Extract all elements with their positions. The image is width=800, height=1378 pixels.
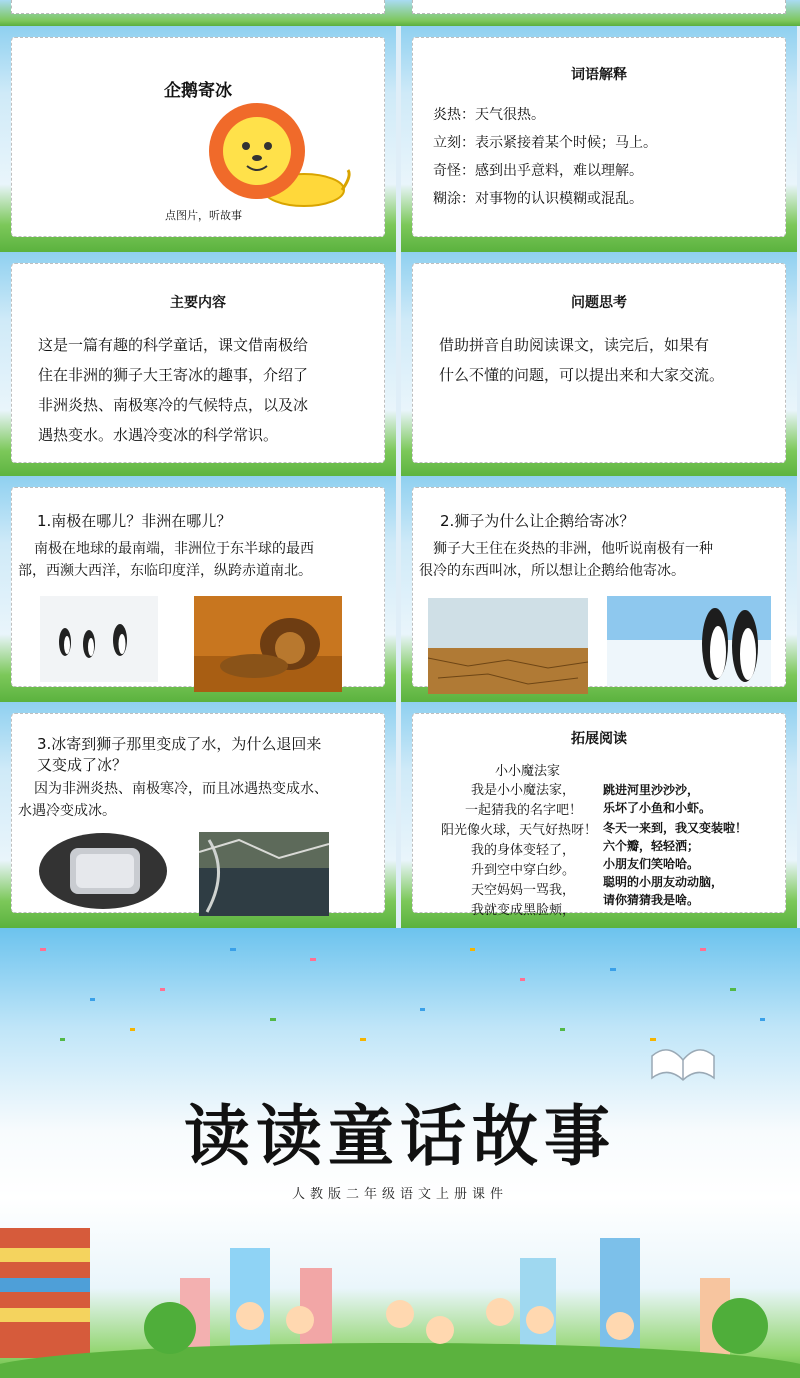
- poem-left-line: 我就变成黑脸颊，: [471, 903, 576, 918]
- poem-left-line: 我是小小魔法家，: [471, 783, 576, 798]
- poem-right-line: 乐坏了小鱼和小虾。: [603, 801, 712, 815]
- poem-right-line: 聪明的小朋友动动脑，: [603, 875, 724, 889]
- q1-question: 1.南极在哪儿？非洲在哪儿？: [37, 512, 232, 530]
- main-card: [11, 263, 385, 463]
- reading-card: [412, 713, 786, 918]
- main-line: 非洲炎热、南极寒冷的气候特点，以及冰: [38, 396, 309, 414]
- story-title: 企鹅寄冰: [164, 81, 232, 101]
- poem-title: 小小魔法家: [495, 764, 561, 779]
- cover-slide: [0, 928, 800, 1378]
- penguins-photo: [40, 596, 158, 682]
- main-line: 这是一篇有趣的科学童话，课文借南极给: [38, 336, 309, 354]
- think-title: 问题思考: [571, 295, 627, 311]
- main-title: 主要内容: [170, 295, 226, 311]
- slide-q2: [401, 476, 797, 702]
- poem-right-line: 冬天一来到，我又变装啦！: [603, 821, 748, 835]
- think-line: 什么不懂的问题，可以提出来和大家交流。: [439, 366, 725, 384]
- cover-title: 读读童话故事: [184, 1097, 616, 1175]
- poem-right-line: 跳进河里沙沙沙，: [603, 783, 700, 797]
- poem-left-line: 阳光像火球，天气好热呀！: [441, 823, 598, 838]
- vocab-card: [412, 37, 786, 237]
- story-card: [11, 37, 385, 237]
- slide-q1: [0, 476, 396, 702]
- slide-vocab: [401, 26, 797, 252]
- cover-subtitle: 人教版二年级语文上册课件: [291, 1187, 508, 1202]
- desert-photo: [428, 598, 588, 694]
- poem-right-line: 请你猜猜我是啥。: [603, 893, 700, 907]
- main-line: 遇热变水。水遇冷变冰的科学常识。: [38, 426, 279, 444]
- lion-photo: [194, 596, 342, 692]
- slide-story: [0, 26, 396, 252]
- poem-right-line: 小朋友们笑哈哈。: [603, 857, 700, 871]
- poem-left-line: 天空妈妈一骂我，: [471, 883, 576, 898]
- slide-main: [0, 252, 396, 478]
- q1-line: 南极在地球的最南端，非洲位于东半球的最西: [34, 541, 314, 557]
- emperor-penguins-photo: [607, 596, 771, 686]
- vocab-line: 奇怪：感到出乎意料，难以理解。: [433, 163, 643, 179]
- q3-card: [11, 713, 385, 913]
- reading-title: 拓展阅读: [571, 731, 627, 747]
- lion-icon[interactable]: [202, 96, 352, 216]
- think-card: [412, 263, 786, 463]
- poem-left-line: 一起猜我的名字吧！: [465, 803, 583, 818]
- q2-question: 2.狮子为什么让企鹅给寄冰？: [440, 512, 635, 530]
- q3-line: 因为非洲炎热、南极寒冷，而且冰遇热变成水、: [34, 781, 328, 797]
- slide-q3: [0, 702, 396, 928]
- poem-left-line: 我的身体变轻了，: [471, 843, 576, 858]
- q2-line: 很冷的东西叫冰，所以想让企鹅给他寄冰。: [419, 563, 685, 579]
- open-book-icon: [648, 1036, 718, 1084]
- story-caption: 点图片，听故事: [165, 209, 242, 222]
- main-line: 住在非洲的狮子大王寄冰的趣事，介绍了: [38, 366, 309, 384]
- poem-right-line: 六个瓣，轻轻洒；: [603, 839, 700, 853]
- slide-think: [401, 252, 797, 478]
- q1-line: 部，西濒大西洋，东临印度洋，纵跨赤道南北。: [18, 563, 312, 579]
- q1-card: [11, 487, 385, 687]
- vocab-line: 立刻：表示紧接着某个时候；马上。: [433, 135, 657, 151]
- previous-card-right: [412, 0, 786, 14]
- slide-reading: [401, 702, 797, 928]
- city-children-illustration: [0, 1208, 800, 1378]
- vocab-title: 词语解释: [571, 67, 627, 83]
- previous-card-left: [11, 0, 385, 14]
- ice-block-photo: [38, 832, 168, 910]
- q3-question-line: 又变成了冰？: [37, 756, 128, 774]
- think-line: 借助拼音自助阅读课文，读完后，如果有: [439, 336, 710, 354]
- poem-left-line: 升到空中穿白纱。: [471, 863, 576, 878]
- q3-line: 水遇冷变成冰。: [18, 803, 116, 819]
- q2-card: [412, 487, 786, 687]
- vocab-line: 炎热：天气很热。: [433, 107, 545, 123]
- vocab-line: 糊涂：对事物的认识模糊或混乱。: [433, 191, 643, 207]
- river-photo: [199, 832, 329, 916]
- q2-line: 狮子大王住在炎热的非洲，他听说南极有一种: [433, 541, 713, 557]
- q3-question-line: 3.冰寄到狮子那里变成了水，为什么退回来: [37, 735, 322, 753]
